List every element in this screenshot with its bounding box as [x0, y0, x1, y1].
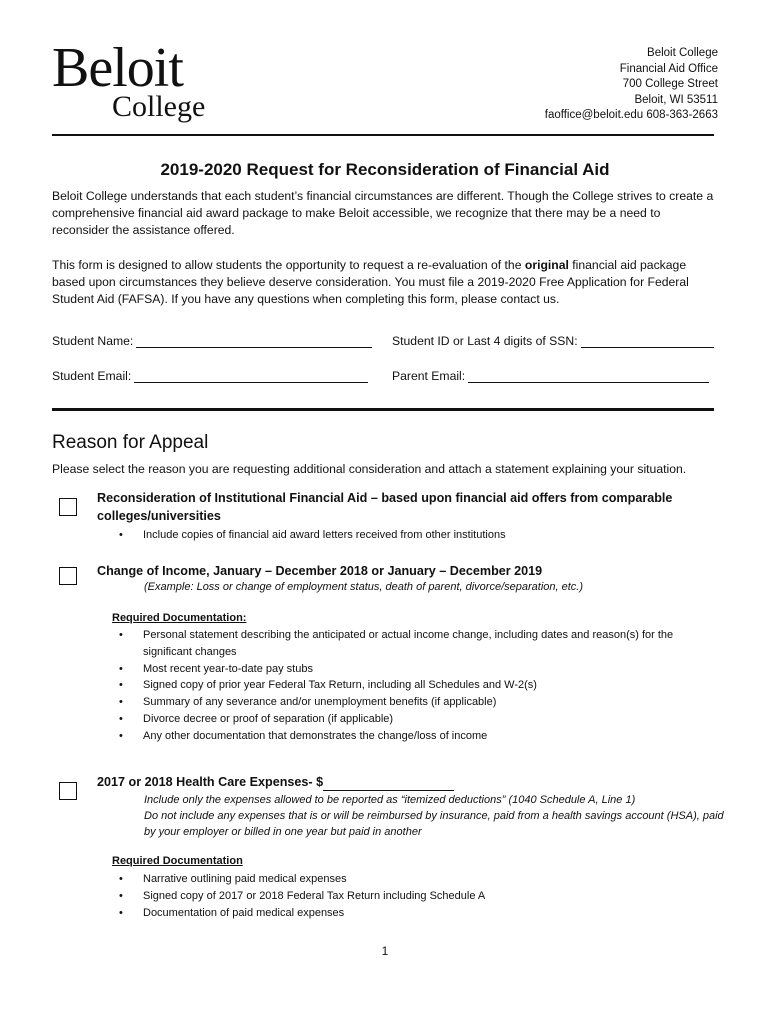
intro-text: financial aid package based upon circumstances they believe deserve consideration. You must file a 2019-2020 Free Application for Federal Student Aid (FAFSA). If you have any questions when completing this form, please contact us. [52, 258, 689, 306]
bullet-icon: • [119, 679, 123, 692]
beloit-college-logo [52, 37, 206, 123]
expense-amount-blank[interactable] [323, 777, 454, 791]
bullet-icon: • [119, 662, 123, 675]
section-divider [52, 408, 714, 411]
office-address [545, 46, 718, 124]
student-email-field[interactable] [52, 369, 368, 383]
reason-3-title [97, 773, 454, 791]
reason-2-checkbox[interactable] [59, 567, 77, 585]
list-item [97, 871, 485, 888]
reason-2-required-label: Required Documentation: [112, 612, 247, 624]
bullet-icon: • [119, 712, 123, 725]
reason-2-example: (Example: Loss or change of employment status, death of parent, divorce/separation, etc.) [144, 581, 584, 593]
reason-3-checkbox[interactable] [59, 782, 77, 800]
student-email-label: Student Email: [52, 369, 132, 383]
bullet-icon: • [119, 889, 123, 902]
address-line: Financial Aid Office [619, 62, 718, 75]
student-name-blank[interactable] [136, 334, 372, 348]
list-item [97, 694, 712, 711]
reason-3-instructions [144, 792, 724, 840]
list-item [97, 888, 485, 905]
list-item [97, 627, 712, 661]
logo-sub-text: College [112, 90, 206, 123]
bullet-icon: • [119, 629, 123, 641]
student-id-field[interactable] [392, 334, 714, 348]
list-item [97, 711, 712, 728]
student-email-blank[interactable] [134, 369, 368, 383]
reason-3-bullets [97, 871, 485, 921]
form-title: 2019-2020 Request for Reconsideration of Financial Aid [160, 160, 610, 179]
list-item-text: Signed copy of 2017 or 2018 Federal Tax Return including Schedule A [143, 889, 486, 902]
student-id-blank[interactable] [581, 334, 714, 348]
student-id-label: Student ID or Last 4 digits of SSN: [392, 334, 578, 348]
section-title: Reason for Appeal [52, 432, 209, 453]
list-item-text: Summary of any severance and/or unemployment benefits (if applicable) [143, 696, 497, 709]
list-item-text: Most recent year-to-date pay stubs [143, 662, 313, 675]
parent-email-blank[interactable] [468, 369, 709, 383]
reason-1-bullets [97, 527, 506, 544]
address-line: Beloit College [647, 47, 718, 59]
list-item [97, 527, 506, 544]
emphasis-original: original [524, 258, 569, 272]
list-item-text: Include copies of financial aid award letters received from other institutions [143, 529, 506, 541]
list-item-text: Any other documentation that demonstrates the change/loss of income [143, 729, 488, 742]
bullet-icon: • [119, 696, 123, 709]
bullet-icon: • [119, 906, 123, 919]
student-name-field[interactable] [52, 334, 372, 348]
parent-email-field[interactable] [392, 369, 709, 383]
list-item [97, 661, 712, 678]
bullet-icon: • [119, 729, 123, 742]
page-number: 1 [381, 944, 389, 958]
parent-email-label: Parent Email: [392, 369, 466, 383]
contact-line: faoffice@beloit.edu 608-363-2663 [544, 109, 718, 122]
reason-1-checkbox[interactable] [59, 498, 77, 516]
bullet-icon: • [119, 873, 123, 885]
list-item-text: Signed copy of prior year Federal Tax Return, including all Schedules and W-2(s) [143, 679, 537, 692]
reason-1-title: Reconsideration of Institutional Financial Aid – based upon financial aid offers from comparable colleges/universities [97, 491, 673, 523]
instruction-line: Include only the expenses allowed to be reported as “itemized deductions” (1040 Schedule A, Line 1) [144, 794, 636, 806]
list-item [97, 728, 712, 745]
section-intro: Please select the reason you are requesting additional consideration and attach a statement explaining your situation. [52, 462, 687, 476]
list-item [97, 905, 485, 922]
student-name-label: Student Name: [52, 334, 134, 348]
reason-2-bullets [97, 627, 712, 745]
list-item-text: Narrative outlining paid medical expenses [143, 873, 347, 885]
list-item-text: Personal statement describing the anticipated or actual income change, including dates and reason(s) for the significant changes [143, 629, 674, 658]
header-divider [52, 134, 714, 136]
intro-text: This form is designed to allow students the opportunity to request a re-evaluation of the [52, 258, 525, 272]
reason-3-title-text: 2017 or 2018 Health Care Expenses- $ [97, 775, 324, 789]
logo-main-text: Beloit [52, 37, 183, 99]
list-item [97, 677, 712, 694]
intro-paragraph-2 [52, 257, 718, 308]
reason-3-required-label: Required Documentation [112, 855, 243, 867]
instruction-line: Do not include any expenses that is or will be reimbursed by insurance, paid from a health savings account (HSA), paid by your employer or billed in one year but paid in another [144, 810, 724, 838]
list-item-text: Documentation of paid medical expenses [143, 906, 345, 919]
address-line: 700 College Street [622, 78, 718, 91]
address-line: Beloit, WI 53511 [634, 93, 718, 106]
reason-2-title: Change of Income, January – December 2018 or January – December 2019 [97, 564, 543, 578]
bullet-icon: • [119, 529, 123, 541]
intro-paragraph-1: Beloit College understands that each student’s financial circumstances are different. Though the College strives to create a comprehensive financial aid award package to make Beloit accessible, we recognize that there may be a need to reconsider the assistance offered. [52, 189, 714, 237]
list-item-text: Divorce decree or proof of separation (if applicable) [143, 712, 394, 725]
